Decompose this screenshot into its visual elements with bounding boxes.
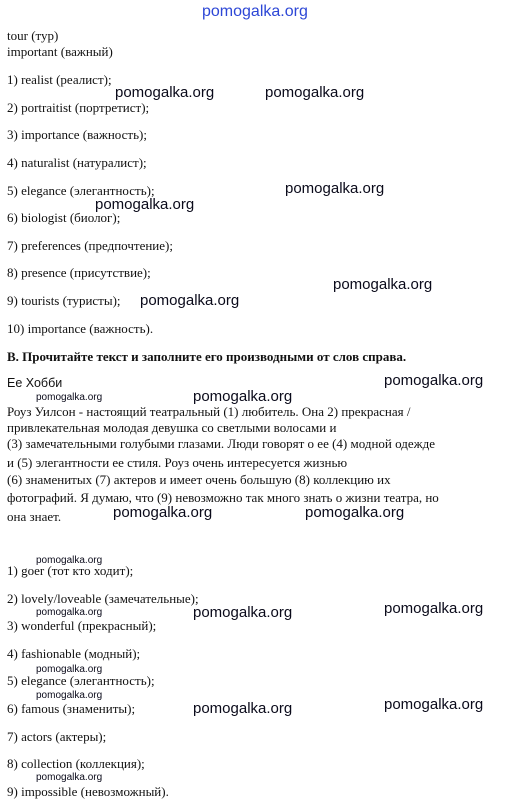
watermark: pomogalka.org xyxy=(285,180,385,197)
watermark: pomogalka.org xyxy=(140,292,240,309)
text-line: (6) знаменитых (7) актеров и имеет очень большую (8) коллекцию их xyxy=(7,472,391,487)
text-line: Роуз Уилсон - настоящий театральный (1) любитель. Она 2) прекрасная / xyxy=(7,404,411,419)
text-line: (3) замечательными голубыми глазами. Люди говорят о ее (4) модной одежде xyxy=(7,436,436,451)
watermark: pomogalka.org xyxy=(193,700,293,717)
list-a-item: 7) preferences (предпочтение); xyxy=(7,238,173,253)
list-a-item: 6) biologist (биолог); xyxy=(7,210,121,225)
watermark: pomogalka.org xyxy=(113,504,213,521)
list-b-item: 9) impossible (невозможный). xyxy=(7,784,169,799)
watermark-top: pomogalka.org xyxy=(202,3,308,20)
list-a-item: 1) realist (реалист); xyxy=(7,72,112,87)
list-b-item: 8) collection (коллекция); xyxy=(7,756,145,771)
list-a-item: 10) importance (важность). xyxy=(7,321,154,336)
watermark-small: pomogalka.org xyxy=(36,607,103,618)
watermark: pomogalka.org xyxy=(115,84,215,101)
list-b-item: 3) wonderful (прекрасный); xyxy=(7,618,157,633)
text-title: Ее Хобби xyxy=(7,376,63,390)
watermark: pomogalka.org xyxy=(384,696,484,713)
list-b-item: 1) goer (тот кто ходит); xyxy=(7,563,134,578)
header-line-tour: tour (тур) xyxy=(7,28,59,43)
watermark-small: pomogalka.org xyxy=(36,772,103,783)
header-line-important: important (важный) xyxy=(7,44,113,59)
watermark-small: pomogalka.org xyxy=(36,392,103,403)
text-line: она знает. xyxy=(7,509,62,524)
text-line: фотографий. Я думаю, что (9) невозможно так много знать о жизни театра, но xyxy=(7,490,439,505)
text-line: и (5) элегантности ее стиля. Роуз очень интересуется жизнью xyxy=(7,455,348,470)
list-b-item: 6) famous (знамениты); xyxy=(7,701,136,716)
list-a-item: 5) elegance (элегантность); xyxy=(7,183,155,198)
watermark: pomogalka.org xyxy=(305,504,405,521)
watermark-small: pomogalka.org xyxy=(36,664,103,675)
watermark: pomogalka.org xyxy=(333,276,433,293)
list-b-item: 7) actors (актеры); xyxy=(7,729,107,744)
list-a-item: 4) naturalist (натуралист); xyxy=(7,155,147,170)
list-a-item: 8) presence (присутствие); xyxy=(7,265,151,280)
watermark: pomogalka.org xyxy=(384,600,484,617)
watermark: pomogalka.org xyxy=(95,196,195,213)
watermark-small: pomogalka.org xyxy=(36,690,103,701)
list-a-item: 9) tourists (туристы); xyxy=(7,293,121,308)
text-line: привлекательная молодая девушка со светлыми волосами и xyxy=(7,420,337,435)
watermark: pomogalka.org xyxy=(193,388,293,405)
list-b-item: 2) lovely/loveable (замечательные); xyxy=(7,591,199,606)
list-a-item: 3) importance (важность); xyxy=(7,127,147,142)
watermark: pomogalka.org xyxy=(265,84,365,101)
list-a-item: 2) portraitist (портретист); xyxy=(7,100,150,115)
watermark-small: pomogalka.org xyxy=(36,555,103,566)
watermark: pomogalka.org xyxy=(384,372,484,389)
watermark: pomogalka.org xyxy=(193,604,293,621)
list-b-item: 4) fashionable (модный); xyxy=(7,646,141,661)
task-b-title: B. Прочитайте текст и заполните его производными от слов справа. xyxy=(7,349,407,364)
list-b-item: 5) elegance (элегантность); xyxy=(7,673,155,688)
